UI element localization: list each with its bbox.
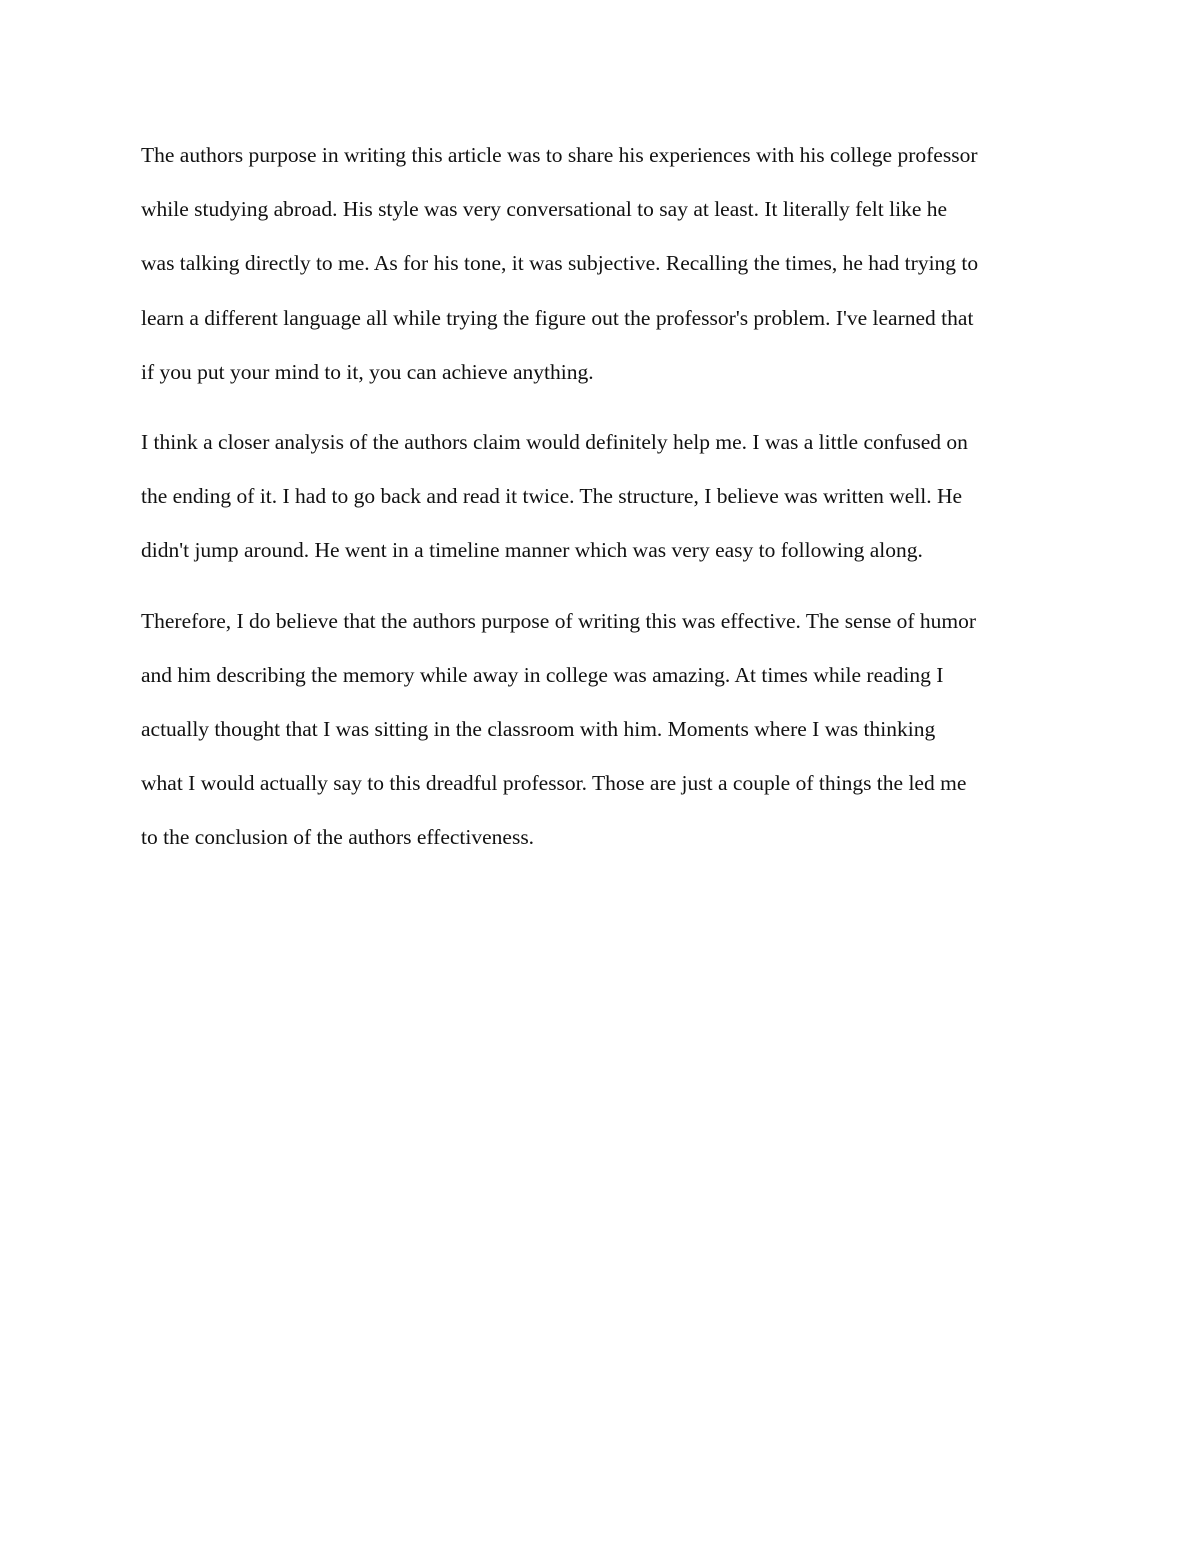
paragraph-line: The authors purpose in writing this article was to share his experiences with his college professor	[141, 143, 978, 167]
paragraph-line: what I would actually say to this dreadful professor. Those are just a couple of things the led me	[141, 771, 967, 796]
paragraph-line: while studying abroad. His style was very conversational to say at least. It literally felt like he	[141, 197, 948, 222]
paragraph-line: I think a closer analysis of the authors claim would definitely help me. I was a little confused on	[141, 430, 968, 455]
paragraph-line: didn't jump around. He went in a timeline manner which was very easy to following along.	[141, 538, 923, 563]
paragraph-line: and him describing the memory while away in college was amazing. At times while reading I	[141, 662, 944, 687]
document-body	[141, 128, 1061, 881]
paragraph-line: Therefore, I do believe that the authors purpose of writing this was effective. The sense of humor	[141, 608, 977, 633]
paragraph-line: learn a different language all while trying the figure out the professor's problem. I've learned that	[141, 305, 974, 330]
paragraph-line: the ending of it. I had to go back and read it twice. The structure, I believe was written well. He	[141, 484, 963, 509]
paragraph-line: to the conclusion of the authors effectiveness.	[141, 825, 535, 850]
paragraph-line: if you put your mind to it, you can achieve anything.	[141, 359, 594, 384]
paragraph-1	[141, 128, 1061, 399]
paragraph-3	[141, 594, 1061, 865]
paragraph-line: actually thought that I was sitting in the classroom with him. Moments where I was thinking	[141, 717, 936, 742]
paragraph-line: was talking directly to me. As for his tone, it was subjective. Recalling the times, he had trying to	[141, 251, 979, 276]
paragraph-2	[141, 415, 1061, 578]
